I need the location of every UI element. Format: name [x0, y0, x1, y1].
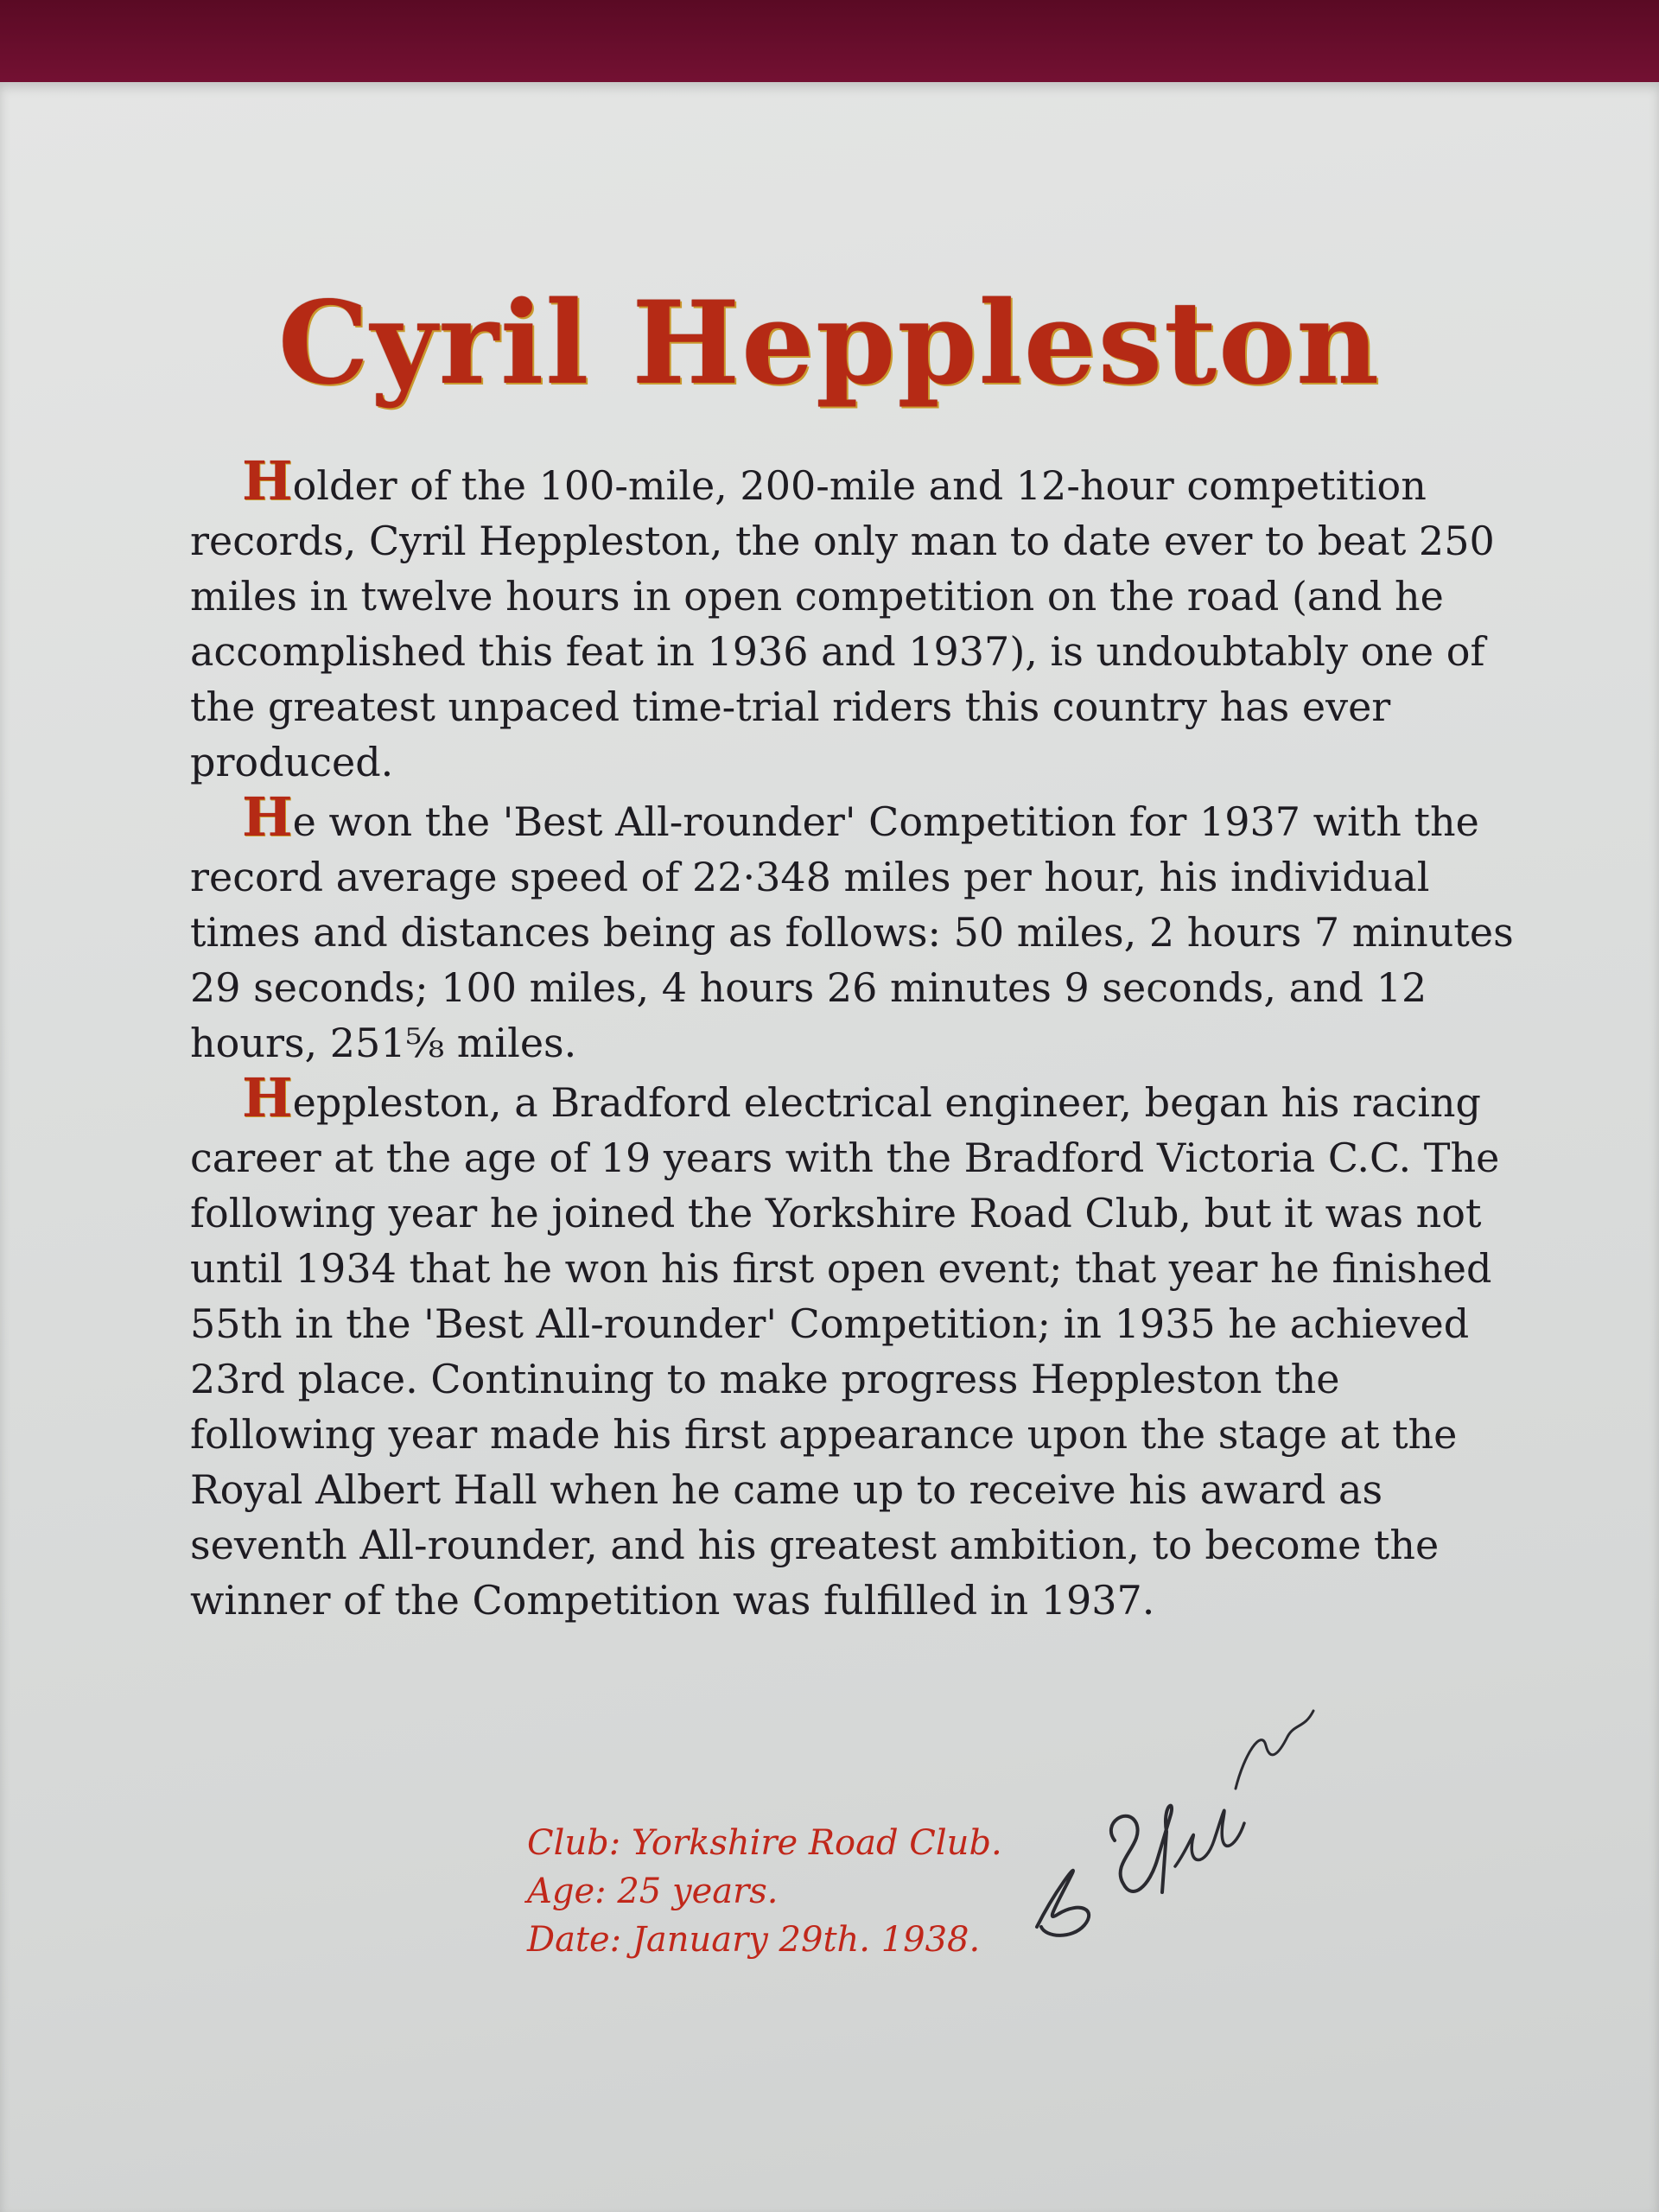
document-body: [190, 449, 1521, 1628]
record-details: [527, 1819, 1011, 1964]
paragraph-2-initial: H: [242, 785, 293, 849]
paragraph-3-initial: H: [242, 1066, 293, 1129]
paragraph-1-text: older of the 100-mile, 200-mile and 12-hour competition records, Cyril Heppleston, the only man to date ever to beat 250 miles in twelve hours in open competition on the road (and he accomplished this feat in 1936 and 1937), is undoubtably one of the greatest unpaced time-trial riders this country has ever produced.: [190, 462, 1495, 785]
age-line: Age: 25 years.: [527, 1872, 779, 1911]
paragraph-1: [190, 449, 1521, 790]
club-line: Club: Yorkshire Road Club.: [527, 1823, 1002, 1863]
paragraph-1-initial: H: [242, 449, 293, 512]
paragraph-2: [190, 785, 1521, 1071]
page-title: Cyril Heppleston: [277, 276, 1382, 410]
paragraph-2-text: e won the 'Best All-rounder' Competition for 1937 with the record average speed of 22·348 miles per hour, his individual times and distances being as follows: 50 miles, 2 hours 7 minutes 29 seconds; 100 miles, 4 hours 26 minutes 9 seconds, and 12 hours, 251⅝ miles.: [190, 798, 1514, 1066]
date-line: Date: January 29th. 1938.: [527, 1920, 981, 1960]
handwritten-signature: [1020, 1694, 1331, 1953]
paragraph-3-text: eppleston, a Bradford electrical engineer, began his racing career at the age of 19 years with the Bradford Victoria C.C. The following year he joined the Yorkshire Road Club, but it was not until 1934 that he won his first open event; that year he finished 55th in the 'Best All-rounder' Competition; in 1935 he achieved 23rd place. Continuing to make progress Heppleston the following year made his first appearance upon the stage at the Royal Albert Hall when he came up to receive his award as seventh All-rounder, and his greatest ambition, to become the winner of the Competition was fulfilled in 1937.: [190, 1079, 1500, 1624]
paragraph-3: [190, 1066, 1521, 1628]
